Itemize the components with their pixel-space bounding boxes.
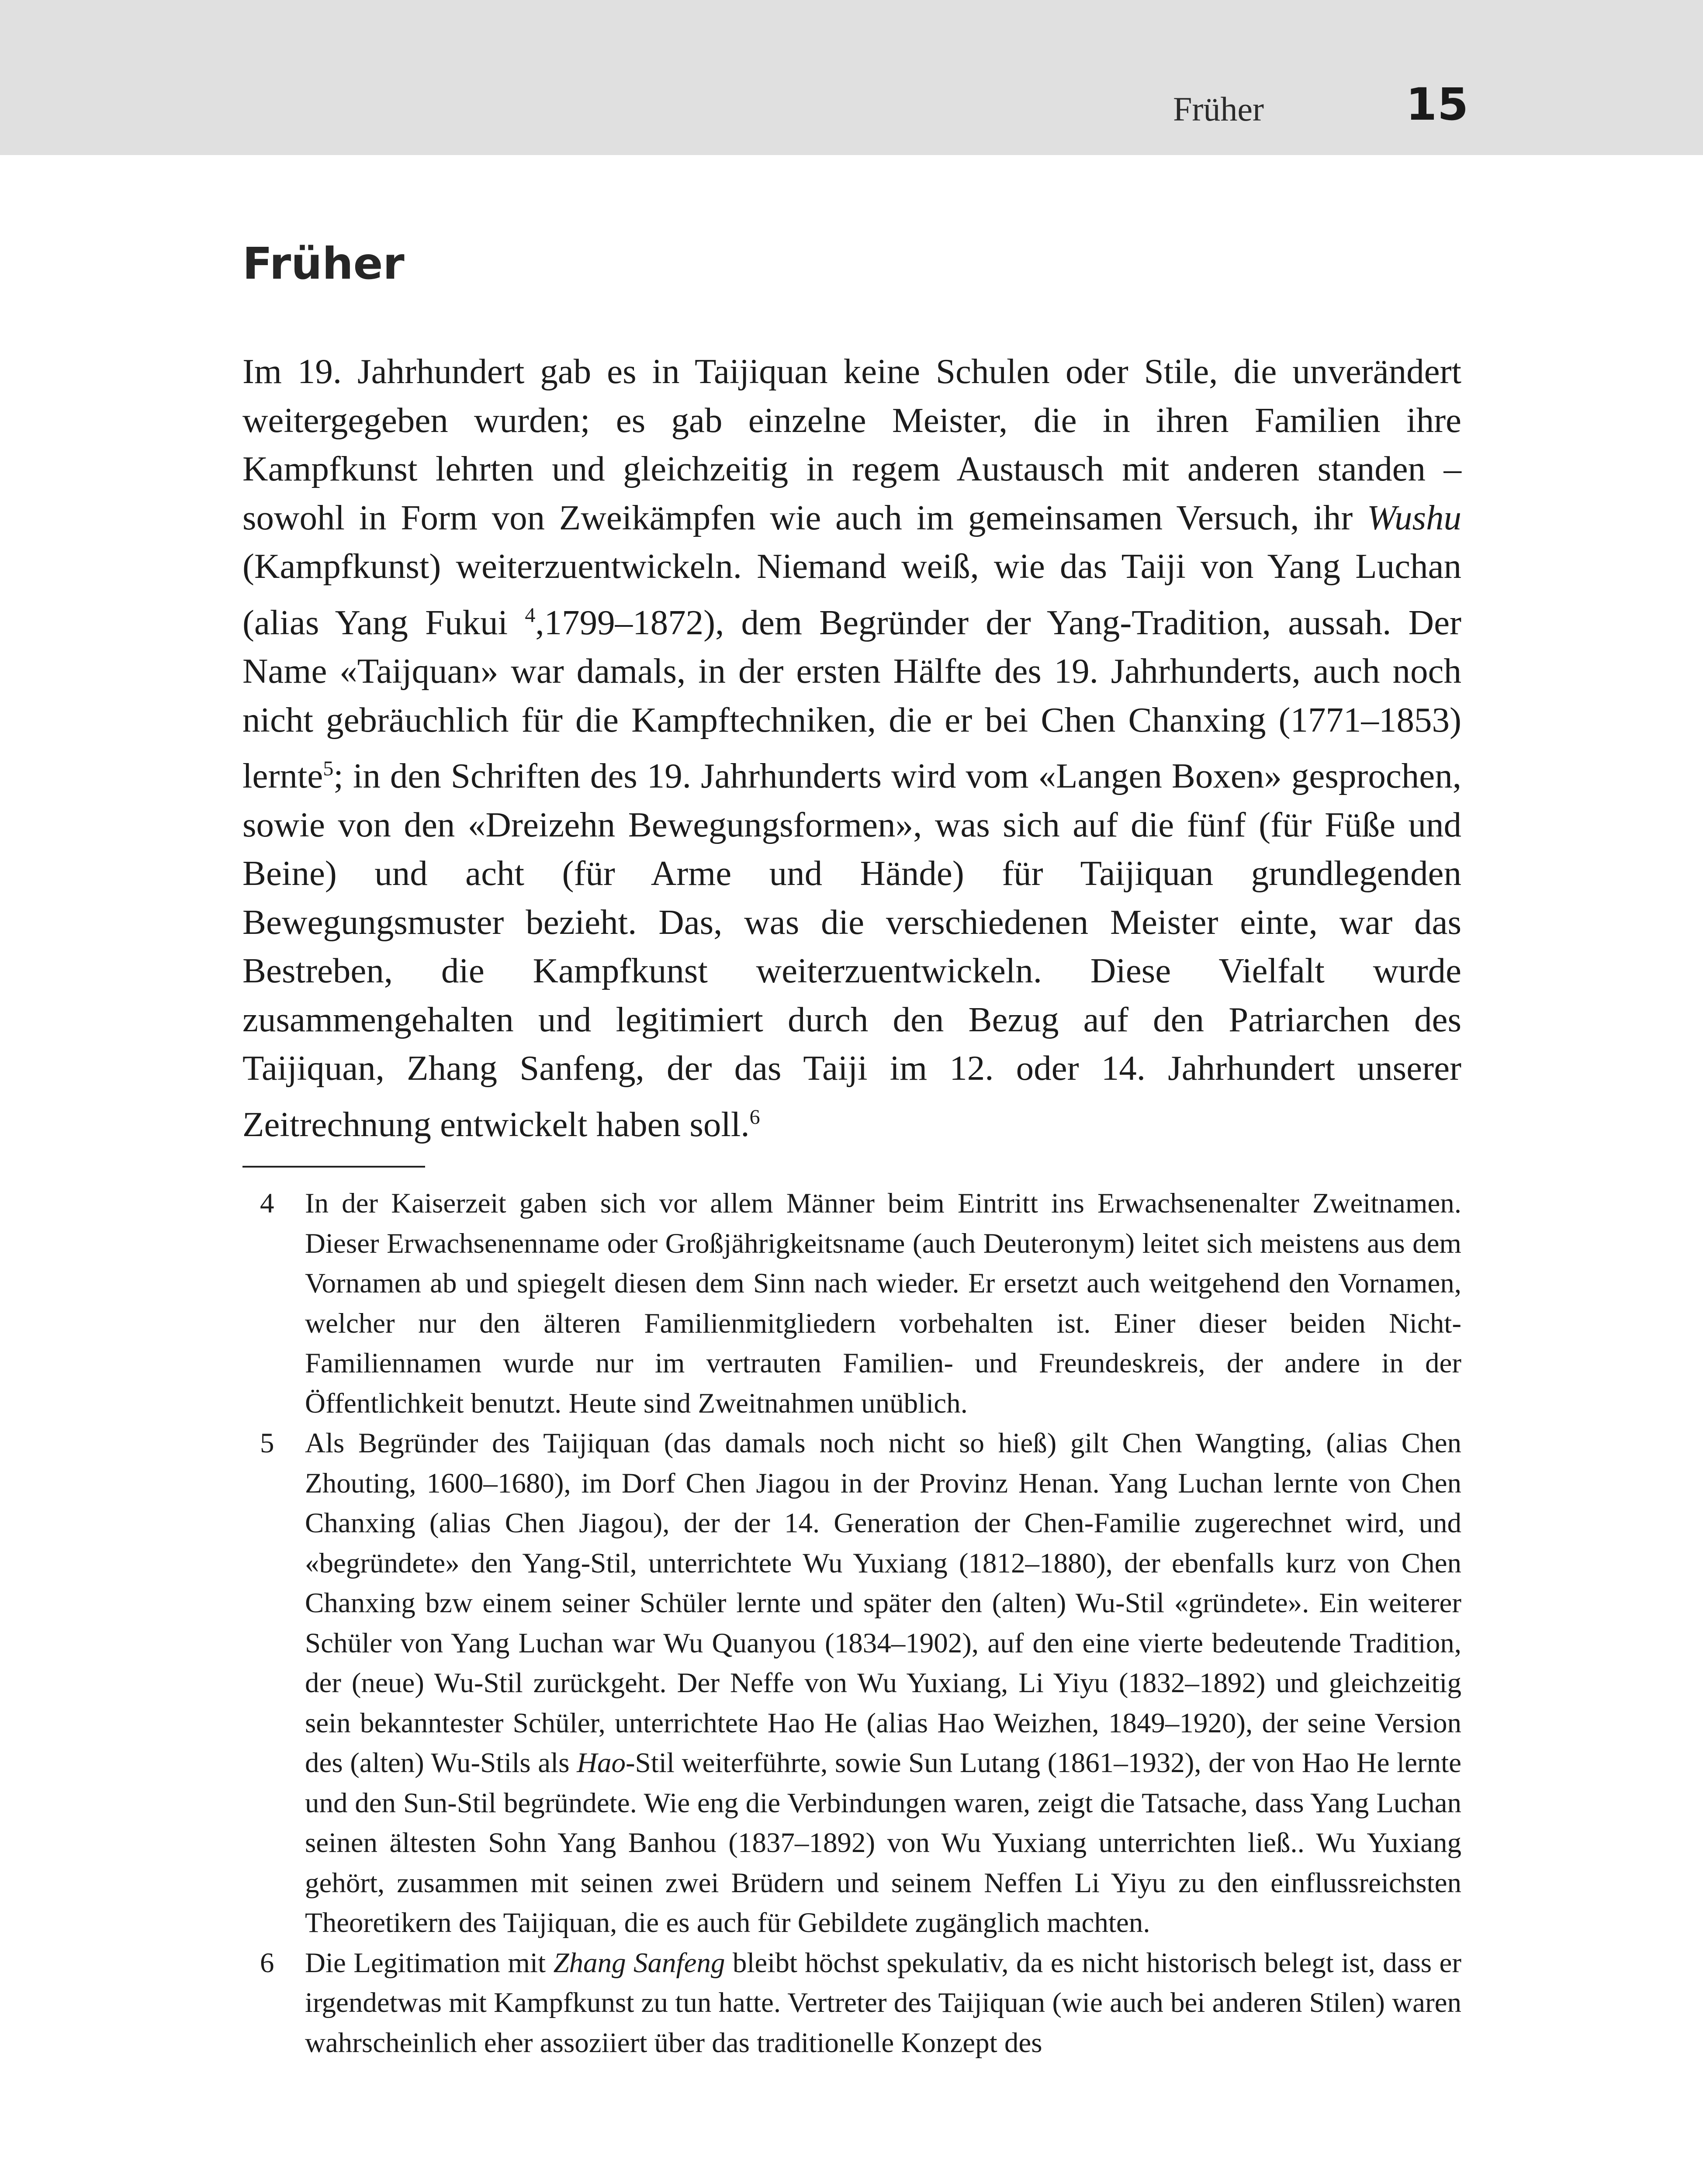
footnote-text (305, 1943, 1461, 2063)
footnotes (242, 1184, 1461, 2063)
footnote-5 (242, 1424, 1461, 1943)
footnote-text: In der Kaiserzeit gaben sich vor allem Männer beim Eintritt ins Erwachsenenalter Zweitnamen. Dieser Erwachsenenname oder Großjährigkeitsname (auch Deuteronym) leitet sich meistens aus dem Vornamen ab und spiegelt diesen dem Sinn nach wieder. Er ersetzt auch weitgehend den Vornamen, welcher nur den älteren Familienmitgliedern vorbehalten ist. Einer dieser beiden Nicht-Familiennamen wurde nur im vertrauten Familien- und Freundeskreis, der andere in der Öffentlichkeit benutzt. Heute sind Zweitnahmen unüblich. (305, 1188, 1461, 1419)
body-text-run: ; in den Schriften des 19. Jahrhunderts wird vom «Langen Boxen» gesprochen, sowie von den «Dreizehn Bewegungsformen», was sich auf die fünf (für Füße und Beine) und acht (für Arme und Hände) für Taijiquan grundlegenden Bewegungsmuster bezieht. Das, was die verschiedenen Meister einte, war das Bestreben, die Kampfkunst weiterzuentwickeln. Diese Vielfalt wurde zusammengehalten und legitimiert durch den Bezug auf den Patriarchen des Taijiquan, Zhang Sanfeng, der das Taiji im 12. oder 14. Jahrhundert unserer Zeitrechnung entwickelt haben soll. (242, 756, 1461, 1144)
footnote-number: 4 (260, 1188, 274, 1219)
section-title: Früher (242, 238, 405, 289)
body-text-run: ,1799–1872), dem Begründer der Yang-Tradition, aussah. Der Name «Taijquan» war damals, in der ersten Hälfte des 19. Jahrhunderts, auch noch nicht gebräuchlich für die Kampftechniken, die er bei Chen Chanxing (1771–1853) lernte (242, 602, 1461, 795)
footnote-text-run: Die Legitimation mit (305, 1947, 554, 1979)
footnote-text-run: Als Begründer des Taijiquan (das damals noch nicht so hieß) gilt Chen Wangting, (alias Chen Zhouting, 1600–1680), im Dorf Chen Jiagou in der Provinz Henan. Yang Luchan lernte von Chen Chanxing (alias Chen Jiagou), der der 14. Generation der Chen-Familie zugerechnet wird, und «begründete» den Yang-Stil, unterrichtete Wu Yuxiang (1812–1880), der ebenfalls kurz von Chen Chanxing bzw einem seiner Schüler lernte und später den (alten) Wu-Stil «gründete». Ein weiterer Schüler von Yang Luchan war Wu Quanyou (1834–1902), auf den eine vierte bedeutende Tradition, der (neue) Wu-Stil zurückgeht. Der Neffe von Wu Yuxiang, Li Yiyu (1832–1892) und gleichzeitig sein bekanntester Schüler, unterrichtete Hao He (alias Hao Weizhen, 1849–1920), der seine Version des (alten) Wu-Stils als (305, 1427, 1461, 1779)
body-paragraph (242, 347, 1461, 1149)
footnote-ref-5[interactable]: 5 (323, 757, 334, 780)
footnote-ref-4[interactable]: 4 (525, 603, 536, 627)
emphasis-hao: Hao (577, 1747, 626, 1779)
emphasis-wushu: Wushu (1367, 498, 1461, 537)
footnote-number: 6 (260, 1947, 274, 1979)
footnote-text-run: bleibt höchst spekulativ, da es nicht historisch belegt ist, dass er irgendetwas mit Kampfkunst zu tun hatte. Vertreter des Taijiquan (wie auch bei anderen Stilen) waren wahrscheinlich eher assoziiert über das traditionelle Konzept des (305, 1947, 1461, 2059)
footnote-6 (242, 1943, 1461, 2063)
footnote-separator (242, 1166, 425, 1168)
footnote-text (305, 1424, 1461, 1943)
footnote-number: 5 (260, 1427, 274, 1459)
running-header-band (0, 0, 1703, 155)
footnote-text-run: -Stil weiterführte, sowie Sun Lutang (1861–1932), der von Hao He lernte und den Sun-Stil begründete. Wie eng die Verbindungen waren, zeigt die Tatsache, dass Yang Luchan seinen ältesten Sohn Yang Banhou (1837–1892) von Wu Yuxiang unterrichten ließ.. Wu Yuxiang gehört, zusammen mit seinen zwei Brüdern und seinem Neffen Li Yiyu zu den einflussreichsten Theoretikern des Taijiquan, die es auch für Gebildete zugänglich machten. (305, 1747, 1461, 1939)
emphasis-zhang-sanfeng: Zhang Sanfeng (553, 1947, 725, 1979)
body-text-run: Im 19. Jahrhundert gab es in Taijiquan keine Schulen oder Stile, die unverändert weitergegeben wurden; es gab einzelne Meister, die in ihren Familien ihre Kampfkunst lehrten und gleichzeitig in regem Austausch mit anderen standen – sowohl in Form von Zweikämpfen wie auch im gemeinsamen Versuch, ihr (242, 352, 1461, 537)
body-text-run: (Kampfkunst) weiterzuentwickeln. Niemand weiß, wie das Taiji von Yang Luchan (alias Yang Fukui (242, 546, 1461, 642)
running-head: Früher (1173, 90, 1264, 128)
page-number: 15 (1406, 79, 1469, 131)
footnote-4 (242, 1184, 1461, 1424)
footnote-ref-6[interactable]: 6 (749, 1105, 760, 1129)
